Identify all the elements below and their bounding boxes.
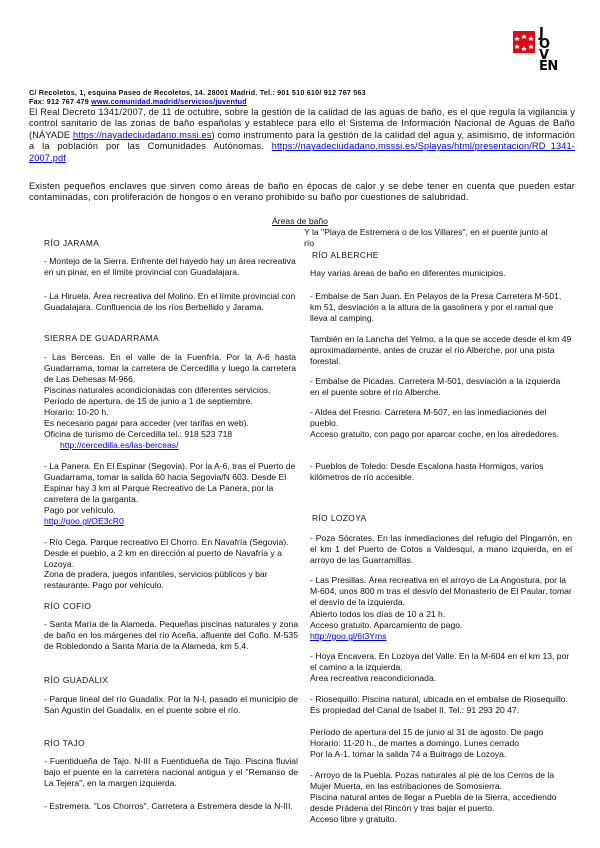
joven-logo: J O V EN	[539, 26, 558, 74]
entry-riosequillo-access: Por la A-1, tomar la salida 74 a Buitrago de Lozoya.	[310, 749, 507, 759]
entry-poza-socrates: - Poza Sócrates. En las inmediaciones del refugio del Pingarrón, en el km 1 del Puerto de Cotos a Valdesquí, a mano izquierda, en el arroyo de las Guarramillas.	[310, 533, 572, 565]
entry-hiruela: - La Hiruela. Área recreativa del Molino. En el límite provincial con Guadalajara. Confluencia de los ríos Berbellido y Jarama.	[44, 291, 296, 312]
section-title-lozoya: RÍO LOZOYA	[312, 513, 367, 523]
entry-berceas-hours: Horario: 10-20 h.	[44, 407, 109, 417]
entry-berceas-pay: Es necesario pagar para acceder (ver tarifas en web). Oficina de turismo de Cercedilla tel.: 918 523 718	[44, 418, 249, 439]
entry-hoya-encavera-area: Área recreativa reacondicionada.	[310, 673, 437, 683]
entry-guadalix-park: - Parque lineal del río Guadalix. Por la N-I, pasado el municipio de San Agustín del Guadalix, en el puente sobre el río.	[44, 694, 298, 715]
section-title-guadalix: RÍO GUADALIX	[44, 675, 109, 685]
entry-berceas-period: Período de apertura, de 15 de junio a 1 de septiembre.	[44, 396, 253, 406]
entry-alberche-intro: Hay varias áreas de baño en diferentes municipios.	[310, 268, 506, 278]
section-title-guadarrama: SIERRA DE GUADARRAMA	[44, 333, 160, 343]
entry-panera: - La Panera. En El Espinar (Segovia). Por la A-6, tras el Puerto de Guadarrama, tomar la salida 60 hacia Segovia/N 603. Desde El Espinar hay 3 km al Parque Recreativo de La Panera, por la carretera de la garganta.	[44, 461, 296, 504]
entry-cega-services: Zona de pradera, juegos infantiles, servicios públicos y bar restaurante. Pago por vehículo.	[44, 569, 268, 590]
entry-arroyo-puebla: - Arroyo de la Puebla. Pozas naturales al pie de los Cerros de la Mujer Muerta, en las estribaciones de Somosierra.	[310, 770, 555, 791]
entry-aldea-fresno: - Aldea del Fresno. Carretera M-507, en las inmediaciones del pueblo.	[310, 407, 547, 428]
panera-link[interactable]: http://goo.gl/OE3cR0	[44, 516, 124, 526]
entry-pueblos-toledo: - Pueblos de Toledo: Desde Escalona hasta Hormigos, varios kilómetros de río accesible.	[310, 461, 544, 482]
section-title-tajo: RÍO TAJO	[44, 738, 86, 748]
entry-fuentiduena: - Fuentidueña de Tajo. N-III a Fuentidueña de Tajo. Piscina fluvial bajo el puente en la carretera nacional antigua y el "Remanso de La Tejera", en la margen izquierda.	[44, 756, 298, 788]
star-logo-icon	[513, 31, 535, 53]
fax-text: Fax: 912 767 479	[29, 97, 89, 106]
entry-montejo: - Montejo de la Sierra. Enfrente del hayedo hay un área recreativa en un pinar, en el límite provincial con Guadalajara.	[44, 256, 296, 277]
entry-berceas: - Las Berceas. En el valle de la Fuenfría. Por la A-6 hasta Guadarrama, tomar la carretera de Cercedilla y luego la carretera de Las Dehesas M-966.	[44, 352, 296, 384]
section-title-cofio: RÍO COFIO	[44, 601, 92, 611]
website-link[interactable]: www.comunidad.madrid/servicios/juventud	[91, 97, 247, 106]
entry-picadas: - Embalse de Picadas. Carretera M-501, desviación a la izquierda en el puente sobre el río Alberche.	[310, 376, 561, 397]
areas-title: Áreas de baño	[272, 216, 328, 226]
nayade-link[interactable]: https://nayadeciudadano.mssi.es	[73, 129, 212, 140]
berceas-link[interactable]: http://cercedilla.es/las-berceas/	[60, 440, 179, 450]
section-title-jarama: RÍO JARAMA	[44, 238, 100, 248]
section-title-alberche: RÍO ALBERCHE	[312, 250, 379, 260]
entry-aldea-fresno-access: Acceso gratuito, con pago por aparcar coche, en los alrededores.	[310, 429, 559, 439]
entry-san-juan: - Embalse de San Juan. En Pelayos de la Presa Carretera M-501, km 51, desviación a la altura de la gasolinera y por el ramal que lleva al camping.	[310, 291, 562, 323]
entry-estremera: - Estremera. "Los Chorros". Carretera a Estremera desde la N-III.	[44, 801, 293, 811]
entry-panera-pay: Pago por vehículo.	[44, 505, 116, 515]
entry-presillas-hours: Abierto todos los días de 10 a 21 h.	[310, 609, 446, 619]
entry-arroyo-puebla-access: Acceso libre y gratuito.	[310, 814, 397, 824]
entry-hoya-encavera: - Hoya Encavera. En Lozoya del Valle. En la M-604 en el km 13, por el camino a la izquierda.	[310, 651, 570, 672]
entry-lancha-yelmo: También en la Lancha del Yelmo, a la que se accede desde el km 49 aproximadamente, antes de cruzar el río Alberche, por una pista forestal.	[310, 334, 572, 366]
entry-presillas-access: Acceso gratuito. Aparcamiento de pago.	[310, 620, 463, 630]
entry-estremera-playa: Y la "Playa de Estremera o de los Villares", en el puente junto al río	[304, 227, 548, 248]
fax-line	[29, 97, 569, 106]
entry-arroyo-puebla-pool: Piscina natural antes de llegar a Puebla de la Sierra, accediendo desde Prádena del Rincón y tras bajar el puerto.	[310, 792, 557, 813]
entry-presillas: - Las Presillas. Área recreativa en el arroyo de La Angostura, por la M-604, unos 800 m tras el desvío del Monasterio de El Paular, tomar el desvío de la izquierda.	[310, 575, 572, 607]
entry-berceas-services: Piscinas naturales acondicionadas con diferentes servicios.	[44, 385, 271, 395]
entry-santa-maria: - Santa María de la Alameda. Pequeñas piscinas naturales y zona de baño en los márgenes del río Aceña, afluente del Cofio. M-535 de Robledondo a Santa María de la Alameda, km 5,4.	[44, 619, 298, 651]
entry-riosequillo-period: Período de apertura del 15 de junio al 31 de agosto. De pago Horario: 11-20 h., de martes a domingo. Lunes cerrado	[310, 727, 544, 748]
rd-pdf-link[interactable]: https://nayadeciudadano.msssi.es/Splayas/html/presentacion/RD_1341-2007.pdf	[29, 141, 575, 163]
entry-riosequillo: - Riosequillo. Piscina natural, ubicada en el embalse de Riosequillo. Es propiedad del Canal de Isabel II. Tel.: 91 293 20 47.	[310, 694, 568, 715]
entry-cega: - Río Cega. Parque recreativo El Chorro. En Navafría (Segovia). Desde el pueblo, a 2 km en dirección al puerto de Navafría y a Lozoya.	[44, 537, 289, 569]
presillas-link[interactable]: http://goo.gl/6t3Yms	[310, 631, 387, 641]
intro-paragraph-2: Existen pequeños enclaves que sirven como áreas de baño en épocas de calor y se debe tener en cuenta que pueden estar contaminadas, con proliferación de hongos o en verano prohibido su baño por cuestiones de salubridad.	[29, 181, 575, 203]
intro-paragraph-1: El Real Decreto 1341/2007, de 11 de octubre, sobre la gestión de la calidad de las aguas de baño, es el que regula la vigilancia y control sanitario de las zonas de baño españolas y establece para ello el Sistema de Información Nacional de Aguas de Baño (NÁYADE https://nayadeciudadano.mssi.es) como instrumento para la gestión de la calidad del agua y, asimismo, de información a la población por las Comunidades Autónomas. https://nayadeciudadano.msssi.es/Splayas/html/presentacion/RD_1341-2007.pdf	[29, 107, 575, 163]
address-line: C/ Recoletos, 1, esquina Paseo de Recoletos, 14. 28001 Madrid. Tel.: 901 510 610/ 912 767 563	[29, 88, 366, 97]
